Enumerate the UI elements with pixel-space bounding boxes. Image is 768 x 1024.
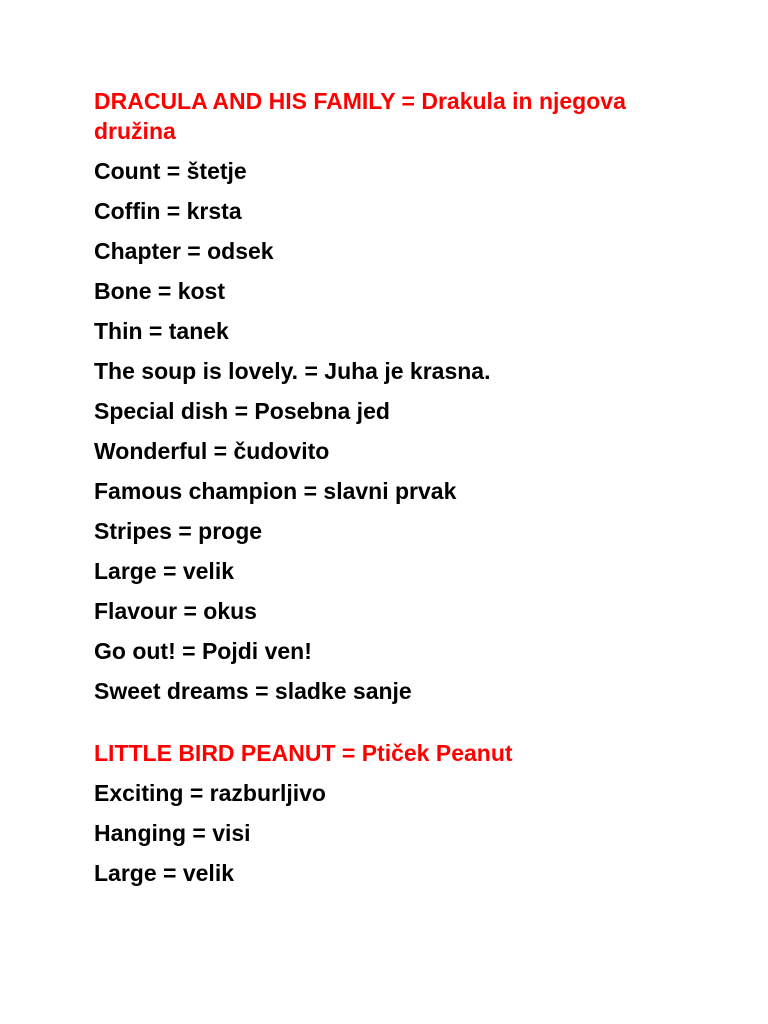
vocab-entry: Flavour = okus xyxy=(94,598,257,624)
vocab-entry: Hanging = visi xyxy=(94,820,251,846)
section-heading: LITTLE BIRD PEANUT = Ptiček Peanut xyxy=(94,740,513,766)
vocab-entry: Large = velik xyxy=(94,558,234,584)
section-little-bird-peanut xyxy=(94,738,714,888)
vocab-entry: Large = velik xyxy=(94,860,234,886)
vocab-entry: Sweet dreams = sladke sanje xyxy=(94,678,412,704)
vocab-entry: Chapter = odsek xyxy=(94,238,274,264)
section-dracula xyxy=(94,86,714,706)
vocab-entry: Stripes = proge xyxy=(94,518,263,544)
vocab-entry: Thin = tanek xyxy=(94,318,229,344)
vocab-entry: Go out! = Pojdi ven! xyxy=(94,638,312,664)
vocab-entry: Coffin = krsta xyxy=(94,198,242,224)
vocab-entry: Exciting = razburljivo xyxy=(94,780,326,806)
vocab-entry: Count = štetje xyxy=(94,158,247,184)
vocab-entry: The soup is lovely. = Juha je krasna. xyxy=(94,358,491,384)
section-heading: DRACULA AND HIS FAMILY = Drakula in njegova družina xyxy=(94,88,626,144)
vocab-entry: Wonderful = čudovito xyxy=(94,438,330,464)
vocab-entry: Famous champion = slavni prvak xyxy=(94,478,457,504)
vocab-entry: Special dish = Posebna jed xyxy=(94,398,390,424)
vocab-entry: Bone = kost xyxy=(94,278,226,304)
document-page xyxy=(94,86,714,898)
